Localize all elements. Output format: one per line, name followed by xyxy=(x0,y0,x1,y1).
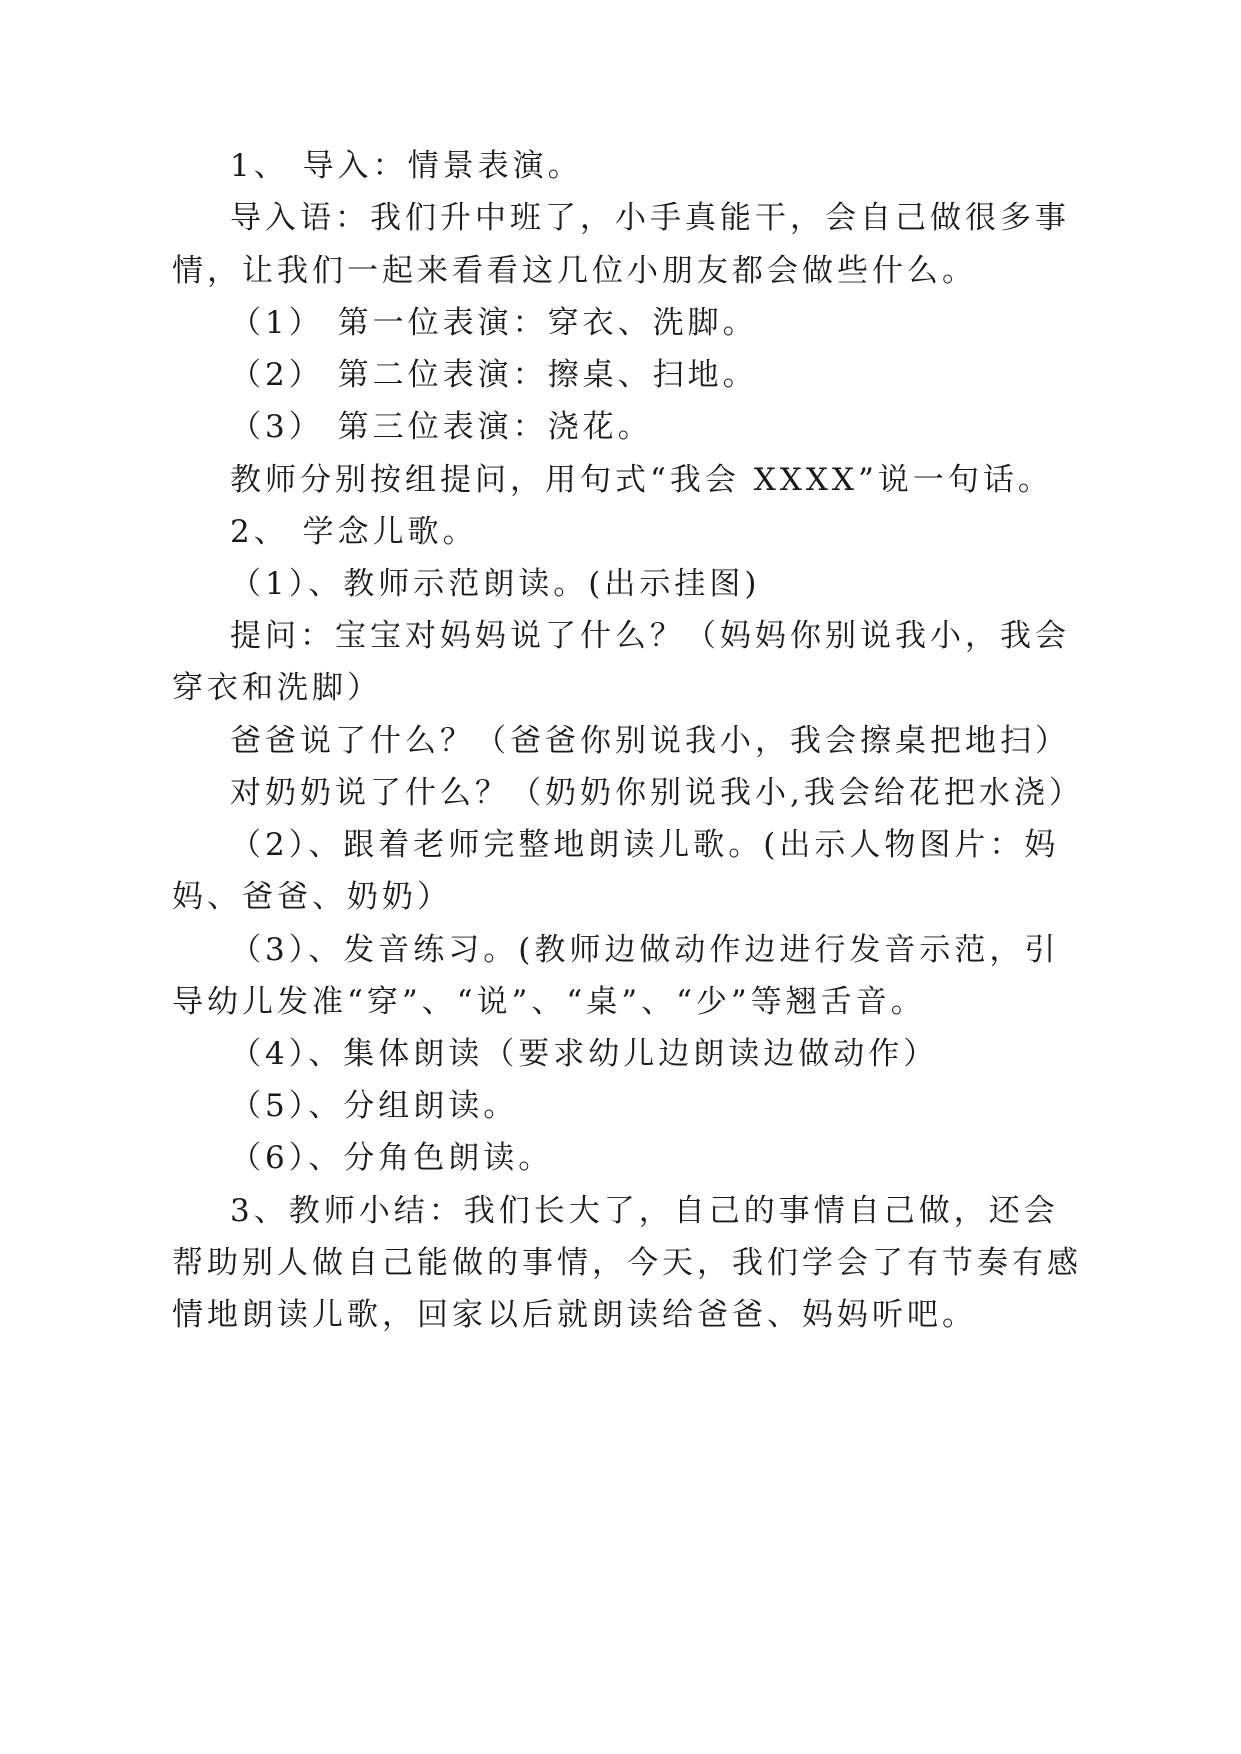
learn-step-1: （1）、教师示范朗读。(出示挂图) xyxy=(230,566,761,602)
step-1: （1） 第一位表演：穿衣、洗脚。 xyxy=(230,305,758,341)
intro-heading: 1、 导入：情景表演。 xyxy=(230,148,583,184)
learn-step-5: （5）、分组朗读。 xyxy=(230,1088,519,1124)
step-2: （2） 第二位表演：擦桌、扫地。 xyxy=(230,357,758,393)
summary-line-1: 3、教师小结：我们长大了，自己的事情自己做，还会 xyxy=(230,1193,1059,1229)
learn-step-2-line-1: （2）、跟着老师完整地朗读儿歌。(出示人物图片：妈 xyxy=(230,827,1060,863)
learn-step-4: （4）、集体朗读（要求幼儿边朗读边做动作） xyxy=(230,1036,939,1072)
learn-step-6: （6）、分角色朗读。 xyxy=(230,1140,554,1176)
question-3: 对奶奶说了什么？（奶奶你别说我小,我会给花把水浇） xyxy=(230,775,1084,811)
question-2: 爸爸说了什么？（爸爸你别说我小，我会擦桌把地扫） xyxy=(230,723,1070,759)
question-1-line-2: 穿衣和洗脚） xyxy=(172,670,382,706)
teacher-question: 教师分别按组提问，用句式“我会 XXXX”说一句话。 xyxy=(230,462,1053,498)
learn-heading: 2、 学念儿歌。 xyxy=(230,514,478,550)
summary-line-2: 帮助别人做自己能做的事情，今天，我们学会了有节奏有感 xyxy=(172,1245,1082,1281)
question-1-line-1: 提问：宝宝对妈妈说了什么？（妈妈你别说我小，我会 xyxy=(230,618,1070,654)
learn-step-2-line-2: 妈、爸爸、奶奶） xyxy=(172,879,452,915)
learn-step-3-line-1: （3）、发音练习。(教师边做动作边进行发音示范，引 xyxy=(230,932,1060,968)
step-3: （3） 第三位表演：浇花。 xyxy=(230,409,653,445)
intro-text-line-2: 情，让我们一起来看看这几位小朋友都会做些什么。 xyxy=(172,253,977,289)
learn-step-3-line-2: 导幼儿发准“穿”、“说”、“桌”、“少”等翘舌音。 xyxy=(172,984,926,1020)
summary-line-3: 情地朗读儿歌，回家以后就朗读给爸爸、妈妈听吧。 xyxy=(172,1297,977,1333)
intro-text-line-1: 导入语：我们升中班了，小手真能干，会自己做很多事 xyxy=(230,200,1070,236)
